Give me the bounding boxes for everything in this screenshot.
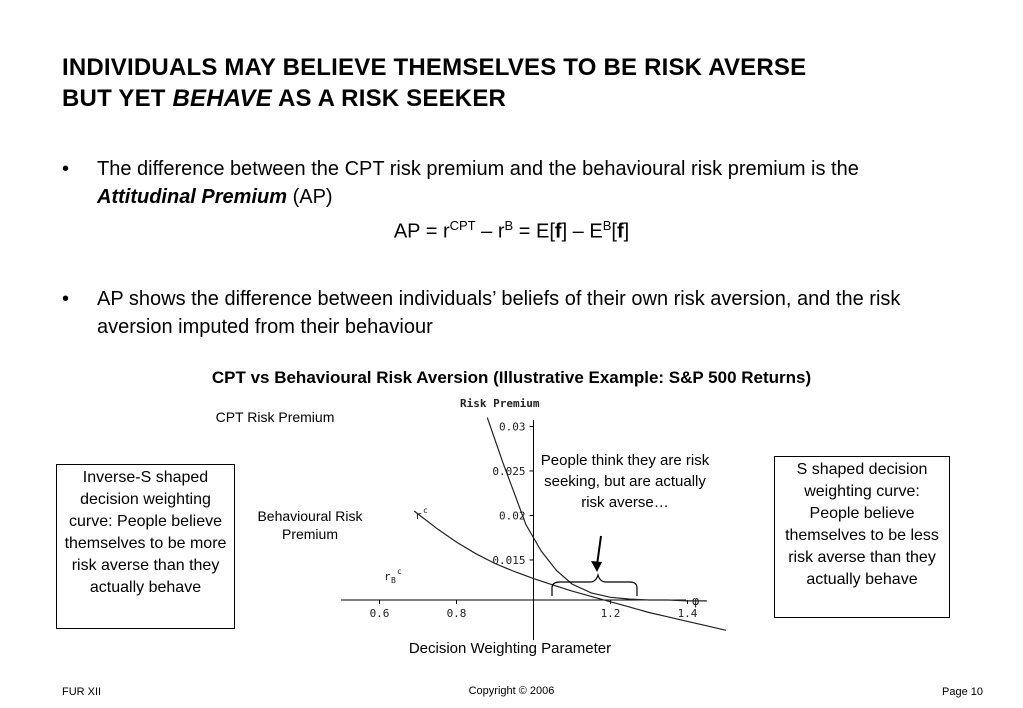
formula-bold: f [616,220,624,243]
behavioural-premium-label: Behavioural Risk Premium [257,508,363,542]
annotation-arrowhead [591,561,602,572]
bullet-1-text-pre: The difference between the CPT risk premium and the behavioural risk premium is the [97,158,859,180]
bullet-marker: • [62,288,70,310]
series-tag-sup: c [423,506,428,515]
formula-part: ] [623,220,630,243]
title-line-2 [62,83,982,114]
formula-sup: CPT [449,218,476,233]
ap-formula [0,218,1023,244]
inverse-s-box: Inverse-S shaped decision weighting curve: People believe themselves to be more risk averse than they actually behave [56,464,235,629]
slide-title [62,52,982,114]
formula-sup: B [602,218,612,233]
series-tag-sub: B [391,576,396,585]
chart-title: CPT vs Behavioural Risk Aversion (Illustrative Example: S&P 500 Returns) [211,368,812,387]
formula-bold: f [554,220,562,243]
x-tick-label: 1.2 [600,607,621,620]
cpt-premium-label: CPT Risk Premium [215,409,335,425]
x-tick-label: 1.4 [677,607,698,620]
y-axis-title: Risk Premium [460,397,540,410]
footer-center: Copyright © 2006 [468,685,555,697]
behavioural-premium-line [414,511,726,630]
formula-part: AP = r [393,220,450,243]
title-line-2-post: AS A RISK SEEKER [271,85,507,112]
bullet-1-text-post: (AP) [287,186,333,208]
y-tick-label: 0.03 [499,420,526,434]
title-line-2-emphasis: BEHAVE [172,85,272,112]
annotation-brace [552,575,637,596]
y-tick-label: 0.015 [492,553,526,567]
annotation-arrow [597,536,601,565]
footer-left: FUR XII [62,686,102,698]
s-shaped-box: S shaped decision weighting curve: People believe themselves to be less risk averse than they actually behave [774,456,950,618]
title-line-1: INDIVIDUALS MAY BELIEVE THEMSELVES TO BE RISK AVERSE [62,54,807,81]
title-line-2-pre: BUT YET [62,85,173,112]
bullet-1-text [97,155,957,211]
x-axis-symbol: φ [692,594,700,608]
footer-right: Page 10 [942,686,983,698]
formula-part: = E[ [513,220,555,243]
people-think-annotation: People think they are risk seeking, but are actually risk averse… [540,452,710,511]
series-tag-r: r [415,509,422,522]
formula-sup: B [504,218,514,233]
y-tick-label: 0.02 [499,509,526,523]
bullet-1-emphasis: Attitudinal Premium [97,186,288,208]
bullet-2-text: AP shows the difference between individuals’ beliefs of their own risk aversion, and the risk aversion imputed from their behaviour [97,288,901,338]
formula-part: – r [475,220,505,243]
y-tick-label: 0.025 [492,464,526,478]
bullet-marker: • [62,158,70,180]
series-tag-r: r [384,570,391,583]
x-axis-caption: Decision Weighting Parameter [408,640,612,657]
formula-part: [ [611,220,617,243]
formula-part: ] – E [561,220,603,243]
x-tick-label: 0.6 [369,607,390,620]
series-tag-sup: c [397,567,402,576]
x-tick-label: 0.8 [446,607,467,620]
